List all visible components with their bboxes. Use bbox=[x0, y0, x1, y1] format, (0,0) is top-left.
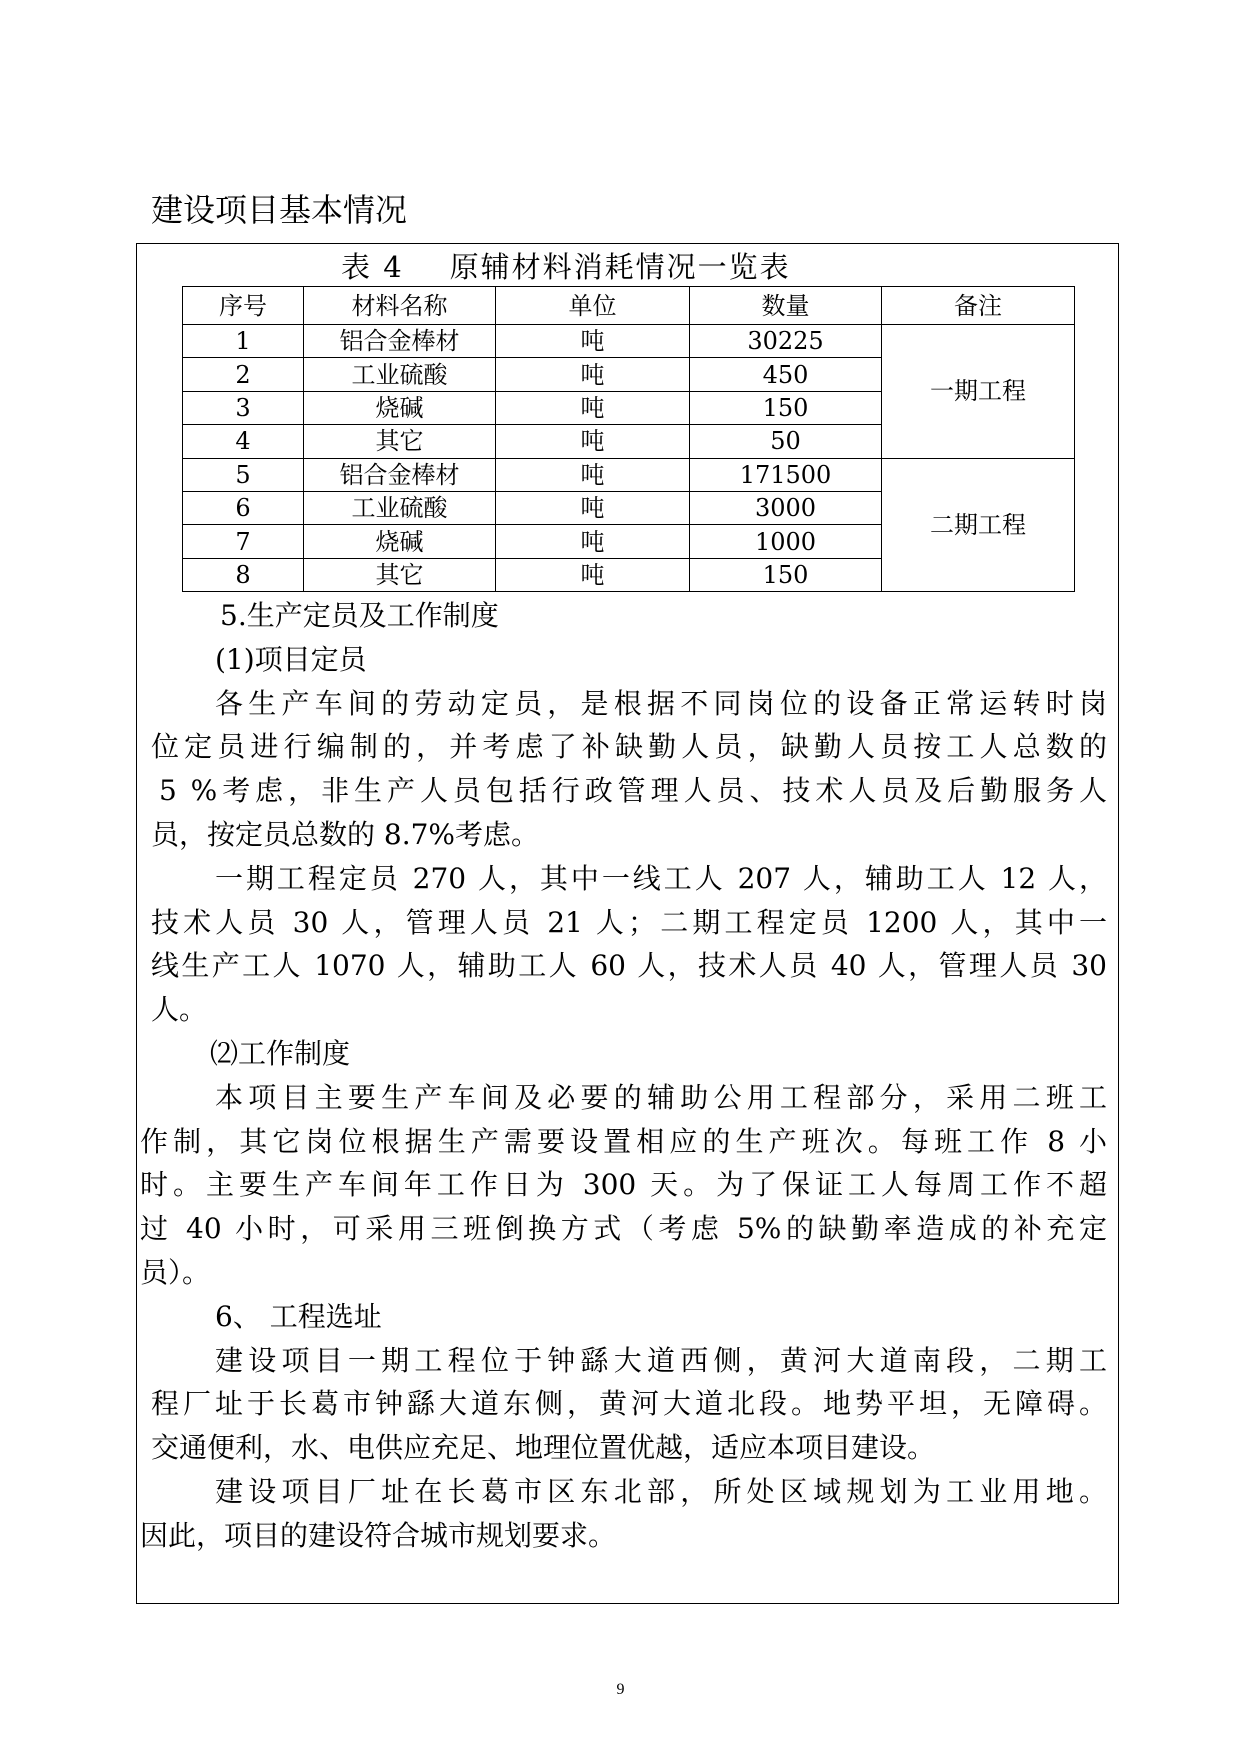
cell-material: 铝合金棒材 bbox=[304, 325, 496, 358]
section-5-heading: 5.生产定员及工作制度 bbox=[220, 599, 499, 632]
cell-quantity: 30225 bbox=[690, 325, 882, 358]
cell-remark-phase-1: 一期工程 bbox=[882, 325, 1075, 459]
paragraph-line: 程厂址于长葛市钟繇大道东侧，黄河大道北段。地势平坦，无障碍。 bbox=[151, 1387, 1107, 1421]
cell-quantity: 1000 bbox=[690, 525, 882, 558]
staffing-paragraph-2 bbox=[0, 857, 1241, 1032]
cell-material: 其它 bbox=[304, 425, 496, 458]
column-header-quantity: 数量 bbox=[690, 287, 882, 325]
cell-no: 7 bbox=[183, 525, 304, 558]
cell-unit: 吨 bbox=[496, 425, 690, 458]
cell-quantity: 50 bbox=[690, 425, 882, 458]
column-header-material: 材料名称 bbox=[304, 287, 496, 325]
cell-quantity: 450 bbox=[690, 358, 882, 391]
table-row bbox=[183, 325, 1075, 358]
cell-unit: 吨 bbox=[496, 525, 690, 558]
column-header-remark: 备注 bbox=[882, 287, 1075, 325]
section-title: 建设项目基本情况 bbox=[151, 191, 408, 229]
table-caption bbox=[341, 250, 791, 284]
table-number: 表 4 bbox=[341, 250, 404, 284]
cell-no: 1 bbox=[183, 325, 304, 358]
paragraph-line: 建设项目一期工程位于钟繇大道西侧，黄河大道南段，二期工 bbox=[215, 1343, 1107, 1377]
cell-quantity: 3000 bbox=[690, 491, 882, 524]
cell-no: 6 bbox=[183, 491, 304, 524]
cell-material: 烧碱 bbox=[304, 391, 496, 424]
section-6-heading: 6、 工程选址 bbox=[215, 1299, 382, 1333]
cell-unit: 吨 bbox=[496, 558, 690, 591]
paragraph-line: 一期工程定员 270 人，其中一线工人 207 人，辅助工人 12 人， bbox=[215, 861, 1107, 895]
cell-unit: 吨 bbox=[496, 325, 690, 358]
staffing-paragraph-1 bbox=[0, 682, 1241, 857]
cell-no: 2 bbox=[183, 358, 304, 391]
cell-quantity: 150 bbox=[690, 391, 882, 424]
site-paragraph-1 bbox=[0, 1339, 1241, 1470]
paragraph-line: 技术人员 30 人，管理人员 21 人；二期工程定员 1200 人，其中一 bbox=[151, 905, 1107, 939]
paragraph-line: 交通便利，水、电供应充足、地理位置优越，适应本项目建设。 bbox=[151, 1431, 936, 1465]
site-paragraph-2 bbox=[0, 1470, 1241, 1558]
paragraph-line: 位定员进行编制的，并考虑了补缺勤人员，缺勤人员按工人总数的 bbox=[151, 730, 1107, 764]
schedule-heading: ⑵工作制度 bbox=[210, 1036, 351, 1070]
paragraph-line: 因此，项目的建设符合城市规划要求。 bbox=[140, 1518, 617, 1552]
cell-remark-phase-2: 二期工程 bbox=[882, 458, 1075, 592]
schedule-paragraph bbox=[0, 1076, 1241, 1295]
table-title: 原辅材料消耗情况一览表 bbox=[449, 250, 791, 284]
paragraph-line: 过 40 小时，可采用三班倒换方式（考虑 5%的缺勤率造成的补充定 bbox=[140, 1212, 1107, 1246]
cell-unit: 吨 bbox=[496, 358, 690, 391]
paragraph-line: 时。主要生产车间年工作日为 300 天。为了保证工人每周工作不超 bbox=[140, 1168, 1107, 1202]
cell-unit: 吨 bbox=[496, 491, 690, 524]
table-header-row bbox=[183, 287, 1075, 325]
paragraph-line: 5 %考虑，非生产人员包括行政管理人员、技术人员及后勤服务人 bbox=[159, 774, 1107, 808]
paragraph-line: 各生产车间的劳动定员，是根据不同岗位的设备正常运转时岗 bbox=[215, 686, 1107, 720]
cell-material: 工业硫酸 bbox=[304, 358, 496, 391]
page-number: 9 bbox=[616, 1681, 625, 1698]
cell-material: 铝合金棒材 bbox=[304, 458, 496, 491]
paragraph-line: 作制，其它岗位根据生产需要设置相应的生产班次。每班工作 8 小 bbox=[140, 1124, 1107, 1158]
body-text bbox=[0, 594, 1241, 1558]
cell-material: 工业硫酸 bbox=[304, 491, 496, 524]
paragraph-line: 员，按定员总数的 8.7%考虑。 bbox=[151, 817, 540, 851]
table-row bbox=[183, 458, 1075, 491]
cell-unit: 吨 bbox=[496, 391, 690, 424]
cell-no: 3 bbox=[183, 391, 304, 424]
cell-quantity: 171500 bbox=[690, 458, 882, 491]
paragraph-line: 人。 bbox=[151, 993, 208, 1027]
staffing-heading: (1)项目定员 bbox=[215, 642, 367, 676]
column-header-unit: 单位 bbox=[496, 287, 690, 325]
cell-unit: 吨 bbox=[496, 458, 690, 491]
materials-table bbox=[182, 286, 1075, 592]
paragraph-line: 建设项目厂址在长葛市区东北部，所处区域规划为工业用地。 bbox=[215, 1474, 1107, 1508]
cell-quantity: 150 bbox=[690, 558, 882, 591]
paragraph-line: 本项目主要生产车间及必要的辅助公用工程部分，采用二班工 bbox=[215, 1080, 1107, 1114]
cell-no: 8 bbox=[183, 558, 304, 591]
column-header-no: 序号 bbox=[183, 287, 304, 325]
paragraph-line: 员）。 bbox=[140, 1255, 211, 1289]
cell-no: 4 bbox=[183, 425, 304, 458]
cell-material: 烧碱 bbox=[304, 525, 496, 558]
paragraph-line: 线生产工人 1070 人，辅助工人 60 人，技术人员 40 人，管理人员 30 bbox=[151, 949, 1107, 983]
cell-no: 5 bbox=[183, 458, 304, 491]
cell-material: 其它 bbox=[304, 558, 496, 591]
